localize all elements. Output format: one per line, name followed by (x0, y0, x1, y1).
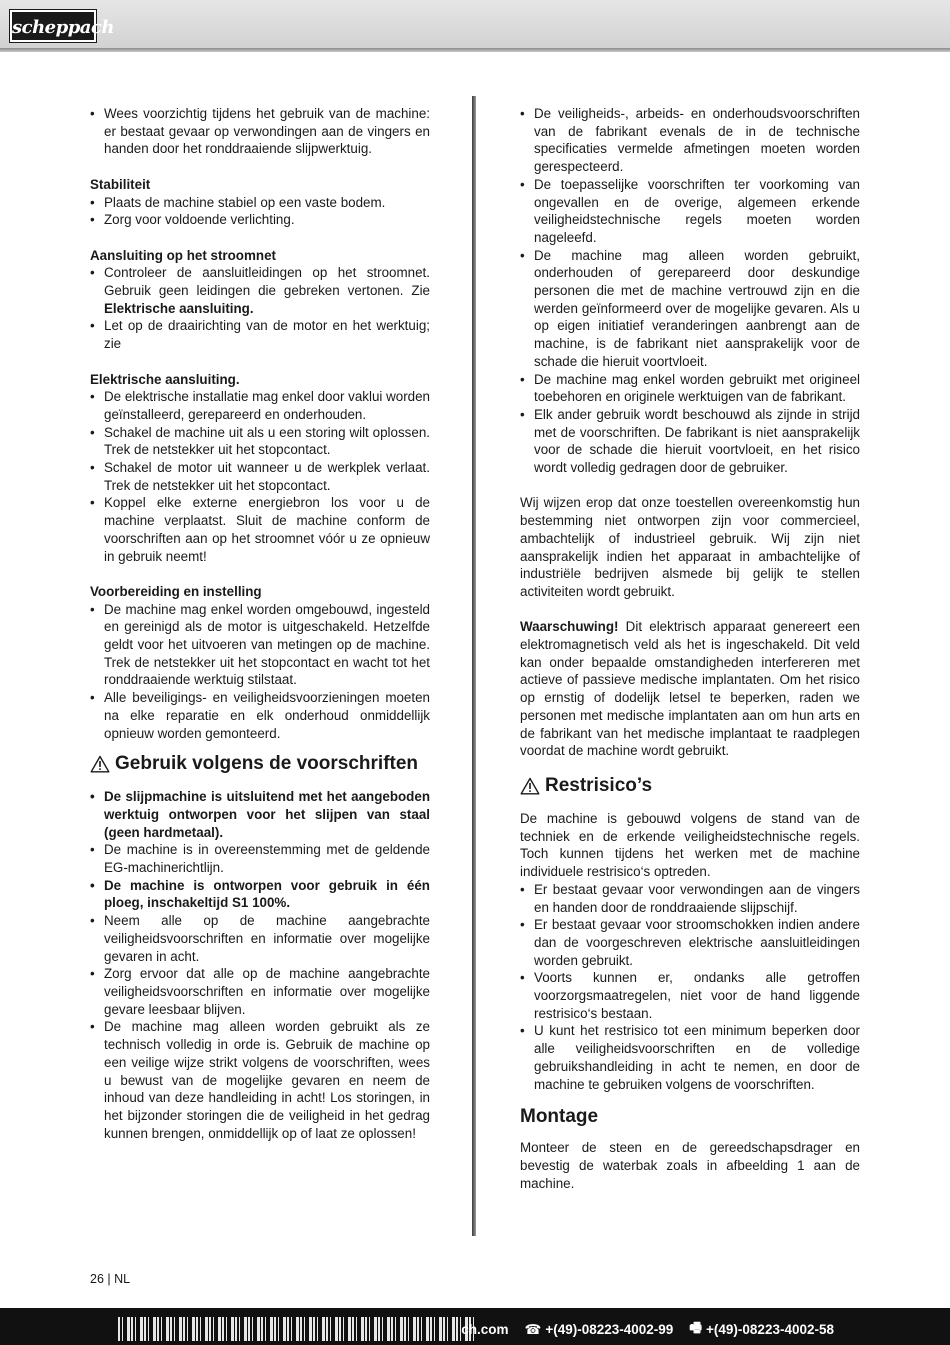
list-item-text: Controleer de aansluitleidingen op het stroomnet. Gebruik geen leidingen die gebreken vertonen. Zie (104, 265, 430, 298)
list-item: • Zorg voor voldoende verlichting. (90, 211, 430, 229)
list-item: • De elektrische installatie mag enkel door vaklui worden geïnstalleerd, gerepareerd en onderhouden. (90, 388, 430, 423)
list-item: • Schakel de motor uit wanneer u de werkplek verlaat. Trek de netstekker uit het stopcontact. (90, 459, 430, 494)
list-item: • De toepasselijke voorschriften ter voorkoming van ongevallen en de overige, algemeen erkende veiligheidstechnische regels moeten worden nageleefd. (520, 176, 860, 247)
restrisico-intro: De machine is gebouwd volgens de stand van de techniek en de erkende veiligheidstechnische regels. Toch kunnen tijdens het werken met de machine individuele restrisico‘s optreden. (520, 810, 860, 880)
warning-paragraph (520, 618, 860, 760)
page-number: 26 | NL (90, 1272, 131, 1286)
list-item: • De machine is in overeenstemming met de geldende EG-machinerichtlijn. (90, 841, 430, 876)
footer-barcode-graphic (118, 1317, 478, 1341)
restrisico-list (520, 881, 860, 1093)
list-item: • De slijpmachine is uitsluitend met het aangeboden werktuig ontworpen voor het slijpen van staal (geen hardmetaal). (90, 788, 430, 841)
list-item: • Alle beveiligings- en veiligheidsvoorzieningen moeten na elke reparatie en elk onderhoud onmiddellijk opnieuw worden gemonteerd. (90, 689, 430, 742)
header-rule (0, 48, 950, 52)
list-item: • De machine mag alleen worden gebruikt als ze technisch volledig in orde is. Gebruik de machine op een veilige wijze strikt volgens de voorschriften, wees u bewust van de mogelijke gevaren en neem de inhoud van deze handleiding in acht! Los storingen, in het bijzonder storingen die de veiligheid in het gedrag kunnen brengen, onmiddellijk op of laat ze oplossen! (90, 1018, 430, 1142)
intro-list (90, 105, 430, 158)
warning-text: Dit elektrisch apparaat genereert een elektromagnetisch veld als het is ingeschakeld. Dit veld kan onder bepaalde omstandigheden interfereren met actieve of passieve medische implantaten. Om het risico op ernstig of dodelijk letsel te beperken, raden we personen met medische implantaten aan om hun arts en de fabrikant van het medische implantaat te raadplegen voordat de machine wordt gebruikt. (520, 619, 860, 759)
footer-contact (461, 1318, 834, 1341)
fax-number: +(49)-08223-4002-58 (706, 1322, 834, 1337)
heading-gebruik (90, 752, 430, 776)
heading-restrisico (520, 774, 860, 798)
scheppach-logo: scheppach (10, 10, 96, 42)
warning-triangle-icon (90, 755, 110, 773)
elektrisch-list (90, 388, 430, 565)
liability-paragraph: Wij wijzen erop dat onze toestellen overeenkomstig hun bestemming niet ontworpen zijn voor commercieel, ambachtelijk of industrieel gebruik. Wij zijn niet aansprakelijk indien het apparaat in ambachtelijke of industriële bedrijven alsmede bij gelijk te stellen activiteiten wordt gebruikt. (520, 495, 860, 599)
gebruik-list (90, 788, 430, 1142)
website-text: ch.com (461, 1322, 509, 1337)
phone-icon: ☎ (524, 1321, 542, 1337)
list-item: • De machine mag enkel worden omgebouwd, ingesteld en gereinigd als de motor is uitgeschakeld. Hetzelfde geldt voor het uitvoeren van metingen op de machine. Trek de netstekker uit het stopcontact en wacht tot het ronddraaiende werktuig stilstaat. (90, 601, 430, 690)
list-item (90, 264, 430, 317)
list-item: • De veiligheids-, arbeids- en onderhoudsvoorschriften van de fabrikant evenals de in de technische specificaties vermelde afmetingen moeten worden gerespecteerd. (520, 105, 860, 176)
page-footer (0, 1308, 950, 1345)
list-item: • Schakel de machine uit als u een storing wilt oplossen. Trek de netstekker uit het stopcontact. (90, 424, 430, 459)
column-divider (472, 96, 476, 1236)
list-item: • U kunt het restrisico tot een minimum beperken door alle veiligheidsvoorschriften en de volledige gebruikshandleiding in acht te nemen, en door de machine te gebruiken volgens de voorschriften. (520, 1022, 860, 1093)
fax-icon: 🖷 (689, 1320, 703, 1335)
right-column (520, 105, 860, 1192)
heading-aansluiting: Aansluiting op het stroomnet (90, 247, 276, 263)
cross-reference: Elektrische aansluiting. (104, 300, 254, 316)
list-item: • Zorg ervoor dat alle op de machine aangebrachte veiligheidsvoorschriften en informatie over mogelijke gevare leesbaar blijven. (90, 965, 430, 1018)
list-item: • Plaats de machine stabiel op een vaste bodem. (90, 194, 430, 212)
list-item: • De machine mag alleen worden gebruikt, onderhouden of gerepareerd door deskundige personen die met de machine vertrouwd zijn en die werden geïnformeerd over de mogelijke gevaren. Als u op eigen initiatief veranderingen aanbrengt aan de machine, is de fabrikant niet aansprakelijk voor de schade die hieruit voortvloeit. (520, 247, 860, 371)
left-column (90, 105, 430, 1142)
section-title: Restrisico’s (545, 774, 653, 796)
list-item: • De machine mag enkel worden gebruikt met origineel toebehoren en originele werktuigen van de fabrikant. (520, 371, 860, 406)
list-item: • Let op de draairichting van de motor en het werktuig; zie (90, 317, 430, 352)
heading-voorbereiding: Voorbereiding en instelling (90, 583, 262, 599)
list-item: • Voorts kunnen er, ondanks alle getroffen voorzorgsmaatregelen, niet voor de hand liggende restrisico‘s bestaan. (520, 969, 860, 1022)
section-title: Gebruik volgens de voorschriften (115, 753, 419, 775)
montage-text: Monteer de steen en de gereedschapsdrager en bevestig de waterbak zoals in afbeelding 1 aan de machine. (520, 1140, 860, 1191)
list-item: • De machine is ontworpen voor gebruik in één ploeg, inschakeltijd S1 100%. (90, 877, 430, 912)
heading-elektrische-aansluiting: Elektrische aansluiting. (90, 371, 240, 387)
heading-montage: Montage (520, 1106, 599, 1128)
phone-number: +(49)-08223-4002-99 (545, 1322, 674, 1337)
list-item: • Elk ander gebruik wordt beschouwd als zijnde in strijd met de voorschriften. De fabrikant is niet aansprakelijk voor de schade die hieruit voortvloeit, en het risico wordt volledig gedragen door de gebruiker. (520, 406, 860, 477)
voorschriften-list (520, 105, 860, 477)
list-item: • Neem alle op de machine aangebrachte veiligheidsvoorschriften en informatie over mogelijke gevaren in acht. (90, 912, 430, 965)
list-item: • Koppel elke externe energiebron los voor u de machine verplaatst. Sluit de machine conform de voorschriften aan op het stroomnet vóór u ze opnieuw in gebruik neemt! (90, 494, 430, 565)
aansluiting-list (90, 264, 430, 353)
stabiliteit-list (90, 194, 430, 229)
warning-triangle-icon (520, 777, 540, 795)
page-header (0, 0, 950, 48)
list-item: • Wees voorzichtig tijdens het gebruik van de machine: er bestaat gevaar op verwondingen aan de vingers en handen door het ronddraaiende slijpwerktuig. (90, 105, 430, 158)
heading-stabiliteit: Stabiliteit (90, 176, 151, 192)
list-item: • Er bestaat gevaar voor verwondingen aan de vingers en handen door de ronddraaiende slijpschijf. (520, 881, 860, 916)
voorbereiding-list (90, 601, 430, 743)
warning-label: Waarschuwing! (520, 619, 619, 635)
list-item: • Er bestaat gevaar voor stroomschokken indien andere dan de voorgeschreven elektrische aansluitleidingen worden gebruikt. (520, 916, 860, 969)
